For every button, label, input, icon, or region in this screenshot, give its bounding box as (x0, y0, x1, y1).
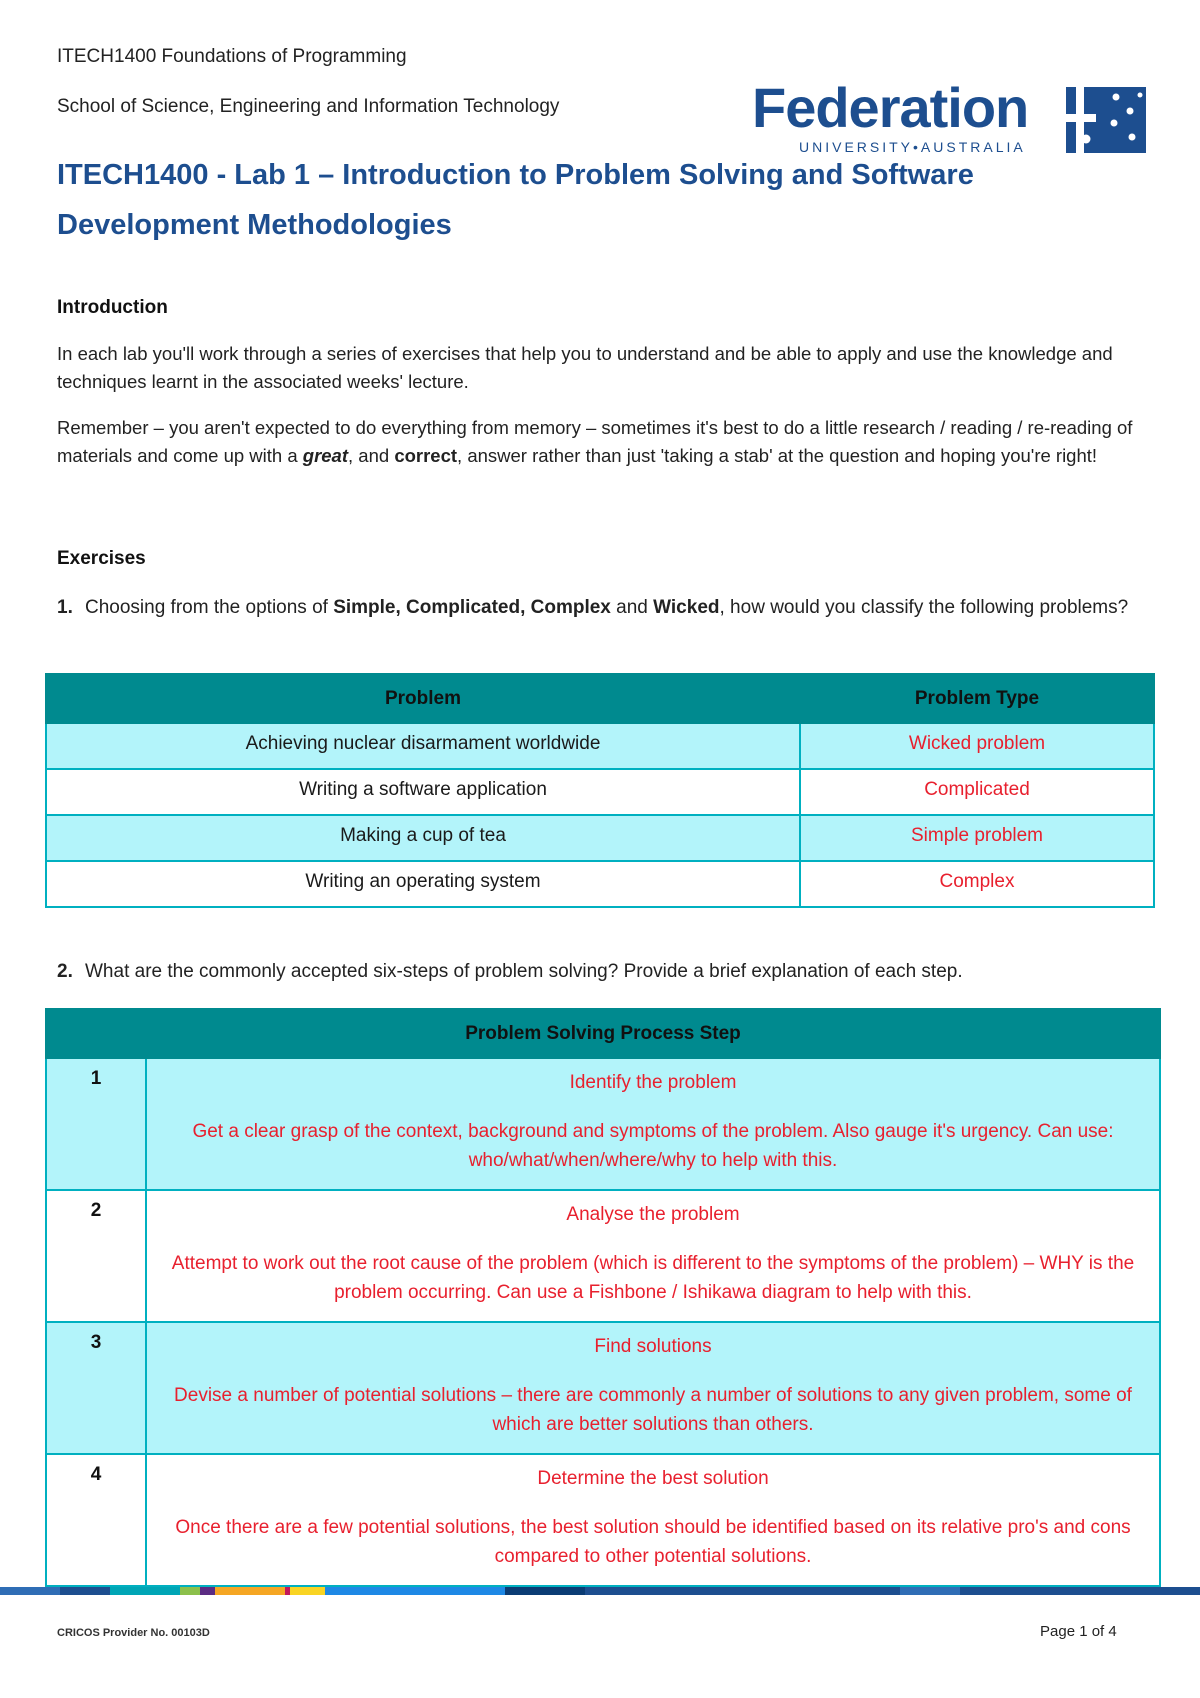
cricos-provider: CRICOS Provider No. 00103D (57, 1627, 210, 1639)
question-2 (57, 957, 1147, 986)
step-title: Analyse the problem (566, 1204, 740, 1225)
step-title: Identify the problem (569, 1072, 737, 1093)
problem-type-cell: Simple problem (800, 815, 1154, 861)
table-row (46, 861, 1154, 907)
step-cell (146, 1058, 1160, 1190)
school-name: School of Science, Engineering and Information Technology (57, 96, 560, 117)
problem-classification-table (45, 673, 1155, 908)
course-name: ITECH1400 Foundations of Programming (57, 46, 407, 67)
column-header-problem: Problem (46, 674, 800, 723)
problem-type-cell: Complex (800, 861, 1154, 907)
intro-paragraph-1: In each lab you'll work through a series of exercises that help you to understand and be able to apply and use the knowledge and techniques learnt in the associated weeks' lecture. (57, 343, 1113, 392)
problem-type-cell: Wicked problem (800, 723, 1154, 769)
exercises-heading: Exercises (57, 548, 146, 569)
federation-university-logo (752, 76, 1152, 159)
step-detail: Get a clear grasp of the context, background and symptoms of the problem. Also gauge it's urgency. Can use: who/what/when/where/why to help with this. (192, 1121, 1114, 1171)
table-row (46, 769, 1154, 815)
question-1 (57, 593, 1147, 622)
problem-cell: Making a cup of tea (46, 815, 800, 861)
step-detail: Devise a number of potential solutions – there are commonly a number of solutions to any given problem, some of which are better solutions than others. (174, 1385, 1132, 1435)
southern-cross-flag-icon (1066, 87, 1146, 153)
intro-paragraph-2: Remember – you aren't expected to do everything from memory – sometimes it's best to do a little research / reading / re-reading of materials and come up with a great, and correct, answer rather than just 'taking a stab' at the question and hoping you're right! (57, 417, 1133, 466)
step-title: Find solutions (594, 1336, 712, 1357)
question-text: Choosing from the options of Simple, Complicated, Complex and Wicked, how would you classify the following problems? (85, 597, 1129, 618)
table-header-row (46, 1009, 1160, 1058)
table-row (46, 1190, 1160, 1322)
page-title: ITECH1400 - Lab 1 – Introduction to Problem Solving and Software Development Methodologies (57, 159, 974, 241)
problem-cell: Writing a software application (46, 769, 800, 815)
column-header-process-step: Problem Solving Process Step (46, 1009, 1160, 1058)
problem-cell: Writing an operating system (46, 861, 800, 907)
table-header-row (46, 674, 1154, 723)
question-number: 2. (57, 961, 73, 982)
problem-cell: Achieving nuclear disarmament worldwide (46, 723, 800, 769)
step-number: 3 (46, 1322, 146, 1454)
step-number: 2 (46, 1190, 146, 1322)
problem-type-cell: Complicated (800, 769, 1154, 815)
page-number: Page 1 of 4 (1040, 1623, 1117, 1640)
step-cell (146, 1190, 1160, 1322)
table-row (46, 1454, 1160, 1586)
step-number: 1 (46, 1058, 146, 1190)
emphasis-correct: correct (394, 445, 458, 466)
question-number: 1. (57, 597, 73, 618)
problem-solving-steps-table (45, 1008, 1161, 1587)
table-row (46, 815, 1154, 861)
step-number: 4 (46, 1454, 146, 1586)
step-detail: Attempt to work out the root cause of the problem (which is different to the symptoms of the problem) – WHY is the problem occurring. Can use a Fishbone / Ishikawa diagram to help with this. (171, 1253, 1135, 1303)
table-row (46, 1058, 1160, 1190)
logo-wordmark: Federation (752, 76, 1029, 139)
logo-subtitle: UNIVERSITY•AUSTRALIA (799, 139, 1026, 155)
table-row (46, 1322, 1160, 1454)
emphasis-great: great (302, 445, 349, 466)
footer-color-bar (0, 1585, 1200, 1597)
column-header-problem-type: Problem Type (800, 674, 1154, 723)
step-cell (146, 1454, 1160, 1586)
table-row (46, 723, 1154, 769)
question-text: What are the commonly accepted six-steps of problem solving? Provide a brief explanation of each step. (85, 961, 963, 982)
step-detail: Once there are a few potential solutions, the best solution should be identified based on its relative pro's and cons compared to other potential solutions. (175, 1517, 1131, 1567)
step-title: Determine the best solution (537, 1468, 769, 1489)
step-cell (146, 1322, 1160, 1454)
introduction-heading: Introduction (57, 297, 168, 318)
